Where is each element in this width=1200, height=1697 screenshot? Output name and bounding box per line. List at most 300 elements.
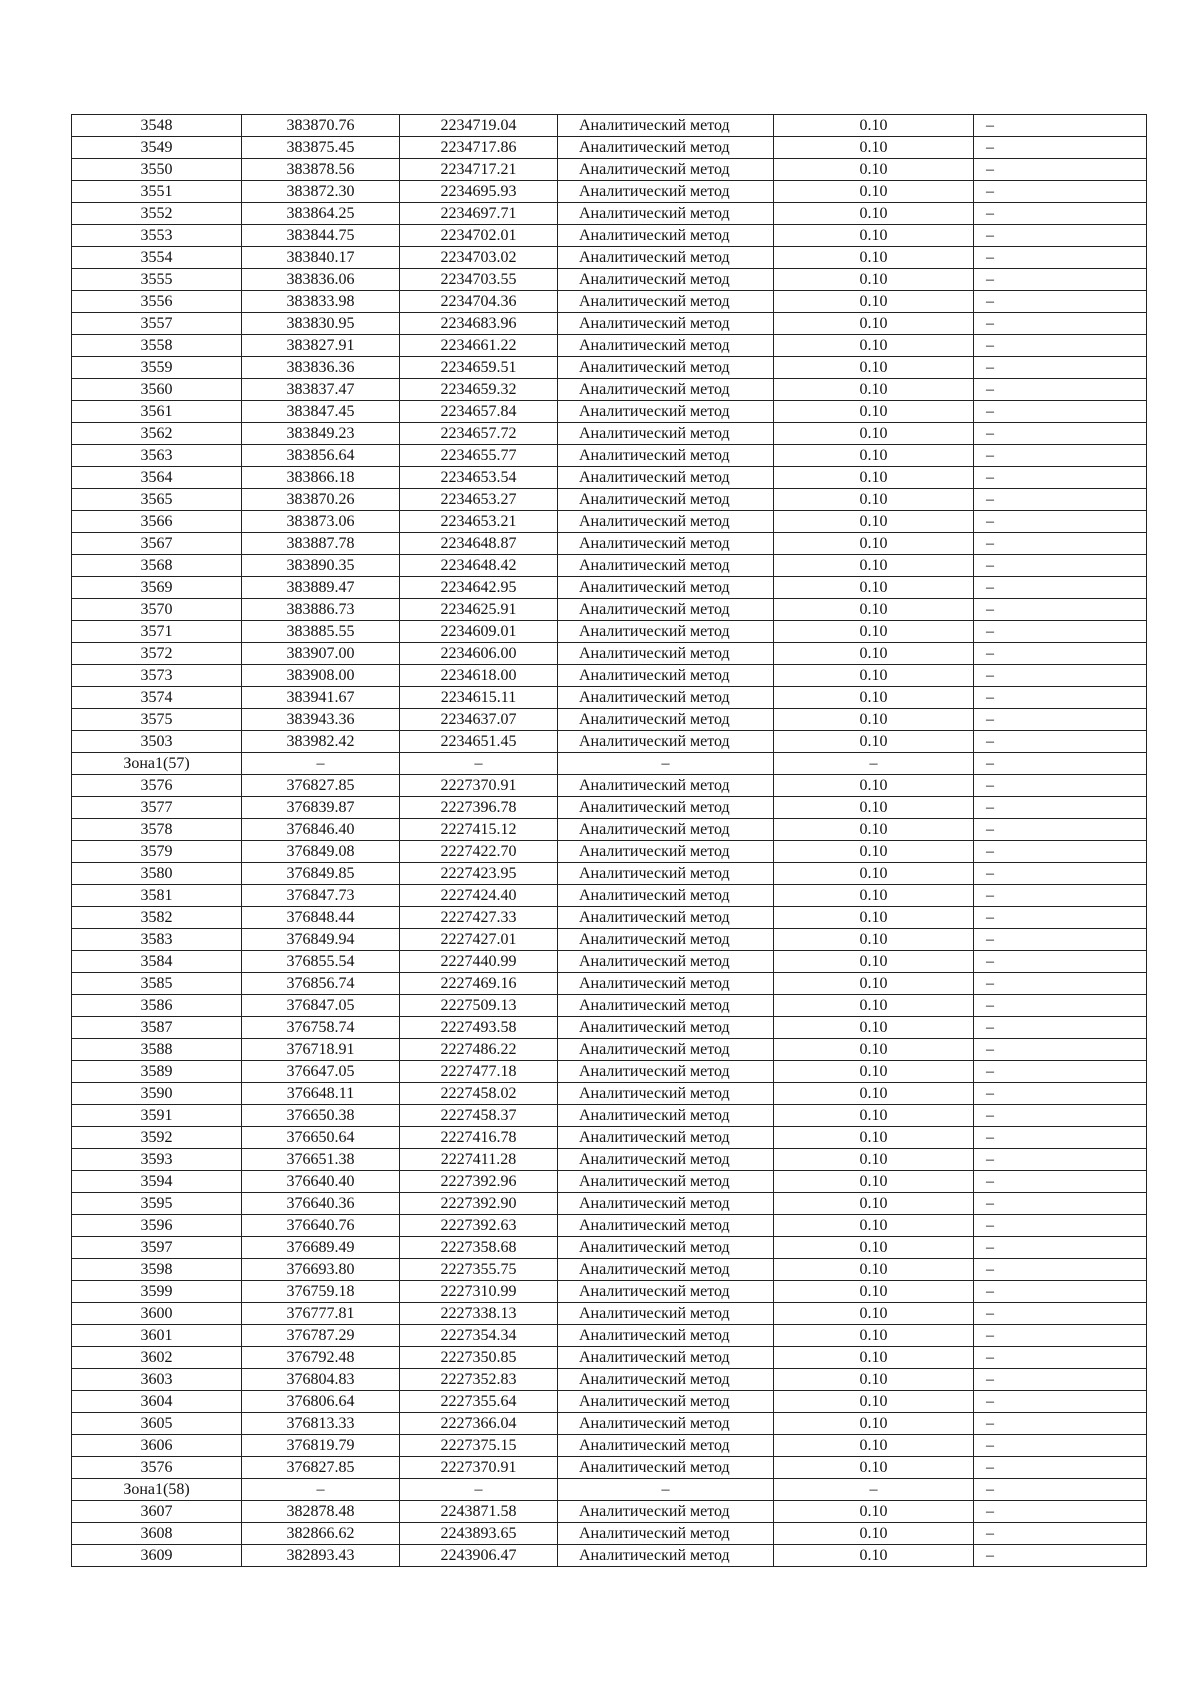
method-cell: Аналитический метод <box>558 269 774 291</box>
note-cell: – <box>974 225 1147 247</box>
x-coordinate-cell: 376640.40 <box>242 1171 400 1193</box>
y-coordinate-cell: 2234695.93 <box>400 181 558 203</box>
method-cell: Аналитический метод <box>558 709 774 731</box>
table-row <box>72 1545 1147 1567</box>
note-cell: – <box>974 599 1147 621</box>
point-number-cell: 3604 <box>72 1391 242 1413</box>
note-cell: – <box>974 709 1147 731</box>
accuracy-cell: 0.10 <box>774 1171 974 1193</box>
accuracy-cell: – <box>774 1479 974 1501</box>
y-coordinate-cell: 2227415.12 <box>400 819 558 841</box>
y-coordinate-cell: 2234653.21 <box>400 511 558 533</box>
accuracy-cell: 0.10 <box>774 225 974 247</box>
accuracy-cell: – <box>774 753 974 775</box>
table-row <box>72 709 1147 731</box>
x-coordinate-cell: 383941.67 <box>242 687 400 709</box>
accuracy-cell: 0.10 <box>774 643 974 665</box>
table-row <box>72 1435 1147 1457</box>
table-row <box>72 1061 1147 1083</box>
x-coordinate-cell: 376856.74 <box>242 973 400 995</box>
note-cell: – <box>974 445 1147 467</box>
y-coordinate-cell: 2227427.33 <box>400 907 558 929</box>
method-cell: Аналитический метод <box>558 907 774 929</box>
accuracy-cell: 0.10 <box>774 1215 974 1237</box>
accuracy-cell: 0.10 <box>774 1193 974 1215</box>
accuracy-cell: 0.10 <box>774 1413 974 1435</box>
x-coordinate-cell: 376849.08 <box>242 841 400 863</box>
y-coordinate-cell: 2234625.91 <box>400 599 558 621</box>
method-cell: Аналитический метод <box>558 775 774 797</box>
accuracy-cell: 0.10 <box>774 577 974 599</box>
point-number-cell: 3555 <box>72 269 242 291</box>
x-coordinate-cell: 376848.44 <box>242 907 400 929</box>
method-cell: Аналитический метод <box>558 1303 774 1325</box>
point-number-cell: 3600 <box>72 1303 242 1325</box>
accuracy-cell: 0.10 <box>774 1017 974 1039</box>
note-cell: – <box>974 1193 1147 1215</box>
point-number-cell: 3553 <box>72 225 242 247</box>
method-cell: Аналитический метод <box>558 335 774 357</box>
accuracy-cell: 0.10 <box>774 885 974 907</box>
point-number-cell: 3573 <box>72 665 242 687</box>
point-number-cell: 3576 <box>72 775 242 797</box>
note-cell: – <box>974 1149 1147 1171</box>
table-row <box>72 379 1147 401</box>
x-coordinate-cell: 383908.00 <box>242 665 400 687</box>
accuracy-cell: 0.10 <box>774 1259 974 1281</box>
x-coordinate-cell: 376813.33 <box>242 1413 400 1435</box>
point-number-cell: 3552 <box>72 203 242 225</box>
method-cell: Аналитический метод <box>558 1369 774 1391</box>
y-coordinate-cell: 2227352.83 <box>400 1369 558 1391</box>
method-cell: Аналитический метод <box>558 1017 774 1039</box>
accuracy-cell: 0.10 <box>774 731 974 753</box>
x-coordinate-cell: 383878.56 <box>242 159 400 181</box>
note-cell: – <box>974 489 1147 511</box>
point-number-cell: 3609 <box>72 1545 242 1567</box>
x-coordinate-cell: 376849.94 <box>242 929 400 951</box>
table-row <box>72 1127 1147 1149</box>
accuracy-cell: 0.10 <box>774 1391 974 1413</box>
table-row <box>72 665 1147 687</box>
note-cell: – <box>974 775 1147 797</box>
method-cell: – <box>558 1479 774 1501</box>
note-cell: – <box>974 995 1147 1017</box>
point-number-cell: 3561 <box>72 401 242 423</box>
method-cell: Аналитический метод <box>558 401 774 423</box>
table-row <box>72 1193 1147 1215</box>
accuracy-cell: 0.10 <box>774 555 974 577</box>
table-row <box>72 797 1147 819</box>
method-cell: Аналитический метод <box>558 731 774 753</box>
method-cell: Аналитический метод <box>558 159 774 181</box>
y-coordinate-cell: 2227350.85 <box>400 1347 558 1369</box>
y-coordinate-cell: 2234637.07 <box>400 709 558 731</box>
x-coordinate-cell: 376839.87 <box>242 797 400 819</box>
point-number-cell: 3570 <box>72 599 242 621</box>
point-number-cell: 3593 <box>72 1149 242 1171</box>
x-coordinate-cell: 383887.78 <box>242 533 400 555</box>
y-coordinate-cell: 2227493.58 <box>400 1017 558 1039</box>
method-cell: Аналитический метод <box>558 1347 774 1369</box>
note-cell: – <box>974 379 1147 401</box>
table-row <box>72 775 1147 797</box>
table-row <box>72 401 1147 423</box>
method-cell: Аналитический метод <box>558 885 774 907</box>
accuracy-cell: 0.10 <box>774 1435 974 1457</box>
method-cell: Аналитический метод <box>558 357 774 379</box>
method-cell: Аналитический метод <box>558 929 774 951</box>
note-cell: – <box>974 1127 1147 1149</box>
point-number-cell: 3560 <box>72 379 242 401</box>
point-number-cell: 3554 <box>72 247 242 269</box>
accuracy-cell: 0.10 <box>774 489 974 511</box>
x-coordinate-cell: 376806.64 <box>242 1391 400 1413</box>
table-row <box>72 467 1147 489</box>
x-coordinate-cell: 383840.17 <box>242 247 400 269</box>
point-number-cell: 3578 <box>72 819 242 841</box>
note-cell: – <box>974 247 1147 269</box>
point-number-cell: 3606 <box>72 1435 242 1457</box>
x-coordinate-cell: 383907.00 <box>242 643 400 665</box>
y-coordinate-cell: 2227392.63 <box>400 1215 558 1237</box>
y-coordinate-cell: 2227396.78 <box>400 797 558 819</box>
method-cell: Аналитический метод <box>558 445 774 467</box>
table-row <box>72 269 1147 291</box>
point-number-cell: 3590 <box>72 1083 242 1105</box>
y-coordinate-cell: 2234683.96 <box>400 313 558 335</box>
point-number-cell: 3548 <box>72 115 242 137</box>
table-row <box>72 1369 1147 1391</box>
x-coordinate-cell: 382878.48 <box>242 1501 400 1523</box>
point-number-cell: 3580 <box>72 863 242 885</box>
table-row <box>72 1171 1147 1193</box>
accuracy-cell: 0.10 <box>774 1281 974 1303</box>
accuracy-cell: 0.10 <box>774 1303 974 1325</box>
accuracy-cell: 0.10 <box>774 445 974 467</box>
y-coordinate-cell: 2227427.01 <box>400 929 558 951</box>
x-coordinate-cell: 376650.64 <box>242 1127 400 1149</box>
accuracy-cell: 0.10 <box>774 973 974 995</box>
table-row <box>72 159 1147 181</box>
method-cell: Аналитический метод <box>558 313 774 335</box>
note-cell: – <box>974 335 1147 357</box>
x-coordinate-cell: 376640.36 <box>242 1193 400 1215</box>
point-number-cell: 3577 <box>72 797 242 819</box>
point-number-cell: 3583 <box>72 929 242 951</box>
table-row <box>72 643 1147 665</box>
method-cell: Аналитический метод <box>558 1413 774 1435</box>
accuracy-cell: 0.10 <box>774 115 974 137</box>
method-cell: Аналитический метод <box>558 137 774 159</box>
y-coordinate-cell: 2227358.68 <box>400 1237 558 1259</box>
method-cell: Аналитический метод <box>558 1259 774 1281</box>
note-cell: – <box>974 467 1147 489</box>
method-cell: Аналитический метод <box>558 555 774 577</box>
x-coordinate-cell: 376787.29 <box>242 1325 400 1347</box>
method-cell: Аналитический метод <box>558 599 774 621</box>
point-number-cell: 3596 <box>72 1215 242 1237</box>
table-row <box>72 907 1147 929</box>
note-cell: – <box>974 621 1147 643</box>
y-coordinate-cell: 2243871.58 <box>400 1501 558 1523</box>
method-cell: Аналитический метод <box>558 995 774 1017</box>
x-coordinate-cell: 383837.47 <box>242 379 400 401</box>
note-cell: – <box>974 1259 1147 1281</box>
x-coordinate-cell: 383886.73 <box>242 599 400 621</box>
table-row <box>72 995 1147 1017</box>
y-coordinate-cell: 2227486.22 <box>400 1039 558 1061</box>
table-row <box>72 1215 1147 1237</box>
accuracy-cell: 0.10 <box>774 1369 974 1391</box>
note-cell: – <box>974 1347 1147 1369</box>
note-cell: – <box>974 159 1147 181</box>
x-coordinate-cell: 382893.43 <box>242 1545 400 1567</box>
y-coordinate-cell: 2227310.99 <box>400 1281 558 1303</box>
method-cell: Аналитический метод <box>558 291 774 313</box>
x-coordinate-cell: 383827.91 <box>242 335 400 357</box>
y-coordinate-cell: 2234659.51 <box>400 357 558 379</box>
table-row <box>72 1325 1147 1347</box>
table-row <box>72 951 1147 973</box>
note-cell: – <box>974 203 1147 225</box>
table-row <box>72 1237 1147 1259</box>
point-number-cell: 3574 <box>72 687 242 709</box>
note-cell: – <box>974 291 1147 313</box>
x-coordinate-cell: – <box>242 753 400 775</box>
table-row <box>72 1149 1147 1171</box>
point-number-cell: Зона1(58) <box>72 1479 242 1501</box>
accuracy-cell: 0.10 <box>774 467 974 489</box>
point-number-cell: 3564 <box>72 467 242 489</box>
method-cell: Аналитический метод <box>558 1039 774 1061</box>
note-cell: – <box>974 1303 1147 1325</box>
note-cell: – <box>974 973 1147 995</box>
point-number-cell: 3575 <box>72 709 242 731</box>
point-number-cell: 3559 <box>72 357 242 379</box>
note-cell: – <box>974 577 1147 599</box>
accuracy-cell: 0.10 <box>774 841 974 863</box>
y-coordinate-cell: 2234606.00 <box>400 643 558 665</box>
x-coordinate-cell: 376777.81 <box>242 1303 400 1325</box>
x-coordinate-cell: 383982.42 <box>242 731 400 753</box>
note-cell: – <box>974 1545 1147 1567</box>
table-row <box>72 357 1147 379</box>
note-cell: – <box>974 1391 1147 1413</box>
point-number-cell: 3608 <box>72 1523 242 1545</box>
y-coordinate-cell: 2227366.04 <box>400 1413 558 1435</box>
y-coordinate-cell: 2243906.47 <box>400 1545 558 1567</box>
accuracy-cell: 0.10 <box>774 1039 974 1061</box>
method-cell: Аналитический метод <box>558 797 774 819</box>
x-coordinate-cell: 383847.45 <box>242 401 400 423</box>
y-coordinate-cell: 2234615.11 <box>400 687 558 709</box>
point-number-cell: 3557 <box>72 313 242 335</box>
point-number-cell: 3594 <box>72 1171 242 1193</box>
x-coordinate-cell: 383844.75 <box>242 225 400 247</box>
x-coordinate-cell: 383872.30 <box>242 181 400 203</box>
x-coordinate-cell: 382866.62 <box>242 1523 400 1545</box>
point-number-cell: 3581 <box>72 885 242 907</box>
accuracy-cell: 0.10 <box>774 599 974 621</box>
point-number-cell: 3586 <box>72 995 242 1017</box>
table-row <box>72 885 1147 907</box>
y-coordinate-cell: 2227354.34 <box>400 1325 558 1347</box>
x-coordinate-cell: 376648.11 <box>242 1083 400 1105</box>
point-number-cell: 3588 <box>72 1039 242 1061</box>
table-row <box>72 247 1147 269</box>
table-row <box>72 1259 1147 1281</box>
table-row <box>72 115 1147 137</box>
note-cell: – <box>974 357 1147 379</box>
table-row <box>72 1347 1147 1369</box>
x-coordinate-cell: 376827.85 <box>242 1457 400 1479</box>
x-coordinate-cell: 383856.64 <box>242 445 400 467</box>
note-cell: – <box>974 1281 1147 1303</box>
table-row <box>72 423 1147 445</box>
y-coordinate-cell: 2227375.15 <box>400 1435 558 1457</box>
note-cell: – <box>974 907 1147 929</box>
accuracy-cell: 0.10 <box>774 951 974 973</box>
accuracy-cell: 0.10 <box>774 335 974 357</box>
y-coordinate-cell: 2227509.13 <box>400 995 558 1017</box>
note-cell: – <box>974 929 1147 951</box>
method-cell: Аналитический метод <box>558 687 774 709</box>
method-cell: Аналитический метод <box>558 643 774 665</box>
method-cell: Аналитический метод <box>558 1523 774 1545</box>
table-row <box>72 1501 1147 1523</box>
method-cell: Аналитический метод <box>558 1171 774 1193</box>
y-coordinate-cell: 2234648.42 <box>400 555 558 577</box>
note-cell: – <box>974 1039 1147 1061</box>
method-cell: – <box>558 753 774 775</box>
y-coordinate-cell: 2227458.37 <box>400 1105 558 1127</box>
accuracy-cell: 0.10 <box>774 797 974 819</box>
x-coordinate-cell: 376758.74 <box>242 1017 400 1039</box>
table-row <box>72 511 1147 533</box>
y-coordinate-cell: 2227440.99 <box>400 951 558 973</box>
note-cell: – <box>974 269 1147 291</box>
note-cell: – <box>974 885 1147 907</box>
point-number-cell: 3589 <box>72 1061 242 1083</box>
accuracy-cell: 0.10 <box>774 1149 974 1171</box>
y-coordinate-cell: 2234655.77 <box>400 445 558 467</box>
method-cell: Аналитический метод <box>558 225 774 247</box>
point-number-cell: 3595 <box>72 1193 242 1215</box>
y-coordinate-cell: 2227370.91 <box>400 775 558 797</box>
point-number-cell: 3587 <box>72 1017 242 1039</box>
point-number-cell: 3602 <box>72 1347 242 1369</box>
method-cell: Аналитический метод <box>558 1105 774 1127</box>
note-cell: – <box>974 423 1147 445</box>
y-coordinate-cell: 2227355.75 <box>400 1259 558 1281</box>
note-cell: – <box>974 1435 1147 1457</box>
y-coordinate-cell: 2234704.36 <box>400 291 558 313</box>
point-number-cell: 3550 <box>72 159 242 181</box>
y-coordinate-cell: 2234642.95 <box>400 577 558 599</box>
accuracy-cell: 0.10 <box>774 291 974 313</box>
y-coordinate-cell: 2234653.54 <box>400 467 558 489</box>
method-cell: Аналитический метод <box>558 577 774 599</box>
accuracy-cell: 0.10 <box>774 401 974 423</box>
accuracy-cell: 0.10 <box>774 533 974 555</box>
y-coordinate-cell: 2227411.28 <box>400 1149 558 1171</box>
accuracy-cell: 0.10 <box>774 1083 974 1105</box>
y-coordinate-cell: 2234659.32 <box>400 379 558 401</box>
x-coordinate-cell: 383836.36 <box>242 357 400 379</box>
method-cell: Аналитический метод <box>558 1391 774 1413</box>
point-number-cell: 3568 <box>72 555 242 577</box>
x-coordinate-cell: 376804.83 <box>242 1369 400 1391</box>
table-row <box>72 929 1147 951</box>
y-coordinate-cell: 2234651.45 <box>400 731 558 753</box>
point-number-cell: 3549 <box>72 137 242 159</box>
point-number-cell: 3582 <box>72 907 242 929</box>
method-cell: Аналитический метод <box>558 973 774 995</box>
table-row <box>72 731 1147 753</box>
y-coordinate-cell: 2234703.02 <box>400 247 558 269</box>
point-number-cell: 3563 <box>72 445 242 467</box>
y-coordinate-cell: 2227469.16 <box>400 973 558 995</box>
note-cell: – <box>974 951 1147 973</box>
table-row <box>72 1523 1147 1545</box>
method-cell: Аналитический метод <box>558 115 774 137</box>
point-number-cell: 3503 <box>72 731 242 753</box>
x-coordinate-cell: – <box>242 1479 400 1501</box>
note-cell: – <box>974 1083 1147 1105</box>
method-cell: Аналитический метод <box>558 1061 774 1083</box>
y-coordinate-cell: 2227392.90 <box>400 1193 558 1215</box>
x-coordinate-cell: 383864.25 <box>242 203 400 225</box>
zone-header-row <box>72 1479 1147 1501</box>
point-number-cell: 3579 <box>72 841 242 863</box>
table-row <box>72 841 1147 863</box>
x-coordinate-cell: 376647.05 <box>242 1061 400 1083</box>
table-row <box>72 1083 1147 1105</box>
accuracy-cell: 0.10 <box>774 621 974 643</box>
x-coordinate-cell: 383890.35 <box>242 555 400 577</box>
point-number-cell: 3607 <box>72 1501 242 1523</box>
point-number-cell: 3562 <box>72 423 242 445</box>
note-cell: – <box>974 841 1147 863</box>
method-cell: Аналитический метод <box>558 1501 774 1523</box>
accuracy-cell: 0.10 <box>774 1501 974 1523</box>
method-cell: Аналитический метод <box>558 247 774 269</box>
x-coordinate-cell: 383943.36 <box>242 709 400 731</box>
accuracy-cell: 0.10 <box>774 269 974 291</box>
table-row <box>72 599 1147 621</box>
y-coordinate-cell: 2227370.91 <box>400 1457 558 1479</box>
table-row <box>72 1017 1147 1039</box>
note-cell: – <box>974 1325 1147 1347</box>
point-number-cell: 3551 <box>72 181 242 203</box>
table-row <box>72 203 1147 225</box>
accuracy-cell: 0.10 <box>774 159 974 181</box>
y-coordinate-cell: 2234661.22 <box>400 335 558 357</box>
x-coordinate-cell: 383866.18 <box>242 467 400 489</box>
note-cell: – <box>974 863 1147 885</box>
note-cell: – <box>974 1105 1147 1127</box>
accuracy-cell: 0.10 <box>774 137 974 159</box>
y-coordinate-cell: 2234702.01 <box>400 225 558 247</box>
x-coordinate-cell: 376847.05 <box>242 995 400 1017</box>
point-number-cell: 3597 <box>72 1237 242 1259</box>
table-row <box>72 445 1147 467</box>
note-cell: – <box>974 1237 1147 1259</box>
y-coordinate-cell: 2227355.64 <box>400 1391 558 1413</box>
x-coordinate-cell: 376759.18 <box>242 1281 400 1303</box>
point-number-cell: 3571 <box>72 621 242 643</box>
